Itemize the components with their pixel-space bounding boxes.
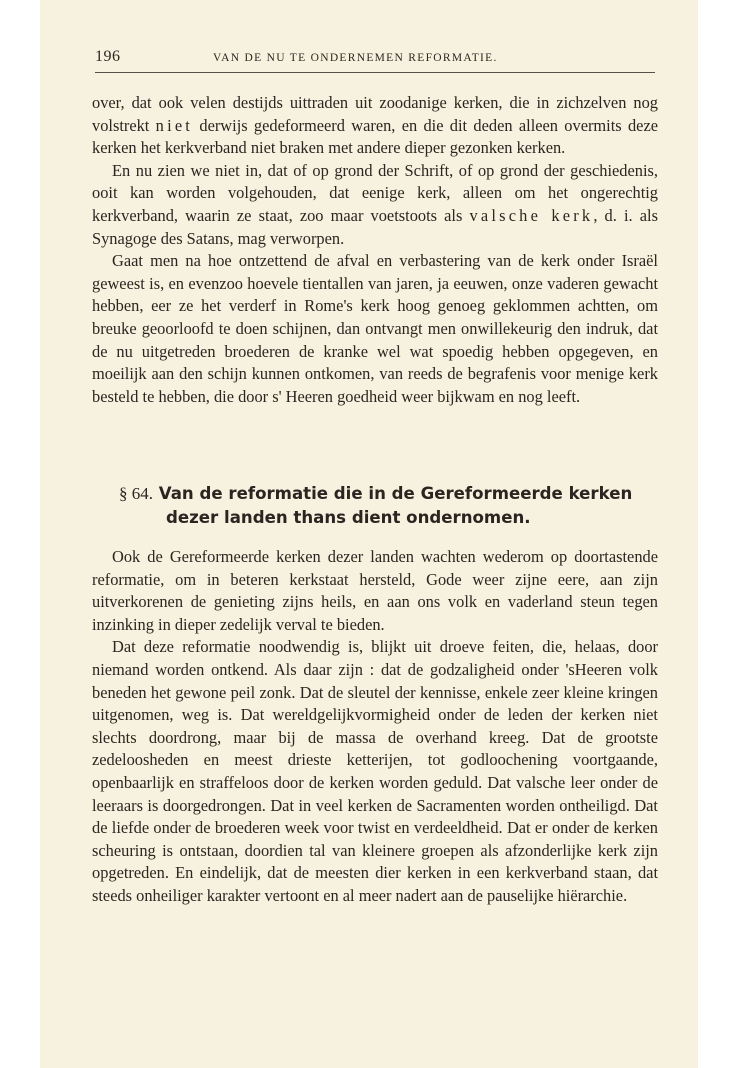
paragraph-2-text-a: En nu zien we niet in, dat of op grond der Schrift, of op grond der geschiedenis, ooit kan worden volgehouden, dat eenige kerk, alleen om het ongerechtig kerkverband, waarin ze staat, zoo maar voetstoots als (92, 160, 658, 225)
paragraph-2 (92, 160, 658, 250)
text-block-top (92, 92, 658, 408)
paragraph-2-text-b: , d. i. als Synagoge des Satans, mag verworpen. (92, 205, 658, 248)
paragraph-5: Dat deze reformatie noodwendig is, blijkt uit droeve feiten, die, helaas, door niemand worden ontkend. Als daar zijn : dat de godzaligheid onder 'sHeeren volk beneden het gewone peil zonk. Dat de sleutel der kennisse, enkele zeer kleine kringen uitgenomen, weg is. Dat wereldgelijkvormigheid onder de leden der kerken niet slechts doordrong, maar bij de massa de overhand kreeg. Dat de grootste zedeloosheden en meest drieste ketterijen, tot godloochening voortgaande, openbaarlijk en straffeloos door de kerken worden geduld. Dat valsche leer onder de leeraars is doorgedrongen. Dat in veel kerken de Sacramenten worden ontheiligd. Dat de liefde onder de broederen week voor twist en verdeeldheid. Dat er onder de kerken scheuring is ontstaan, doordien tal van kleinere groepen als afzonderlijke kerk zijn opgetreden. En eindelijk, dat de meesten dier kerken in een kerkverband staan, dat steeds onheiliger karakter vertoont en al meer nadert aan de pauselijke hiërarchie. (92, 637, 658, 905)
page-header (95, 44, 655, 72)
paragraph-1-emphasis: niet (155, 115, 194, 135)
section-title-line-2: dezer landen thans dient ondernomen. (166, 508, 531, 527)
paragraph-1-text-b: derwijs gedeformeerd waren, en die dit deden alleen overmits deze kerken het kerkverband niet braken met andere dieper gezonken kerken. (92, 115, 658, 158)
section-sign: § 64. (119, 484, 153, 503)
text-block-bottom (92, 546, 658, 908)
paragraph-3: Gaat men na hoe ontzettend de afval en verbastering van de kerk onder Israël geweest is, en evenzoo hoevele tientallen van jaren, ja eeuwen, onze vaderen gewacht hebben, eer ze het verderf in Rome's kerk hoog genoeg geklommen achtten, om breuke geoorloofd te doen schijnen, dan ontvangt men onwillekeurig den indruk, dat de nu uitgetreden broederen de kranke wel wat spoedig hebben opgegeven, en moeilijk aan den schijn kunnen ontkomen, van reeds de begrafenis voor menige kerk besteld te hebben, die door s' Heeren goedheid weer bijkwam en nog leeft. (92, 251, 658, 406)
paragraph-2-emphasis: valsche kerk (469, 205, 594, 225)
paragraph-4: Ook de Gereformeerde kerken dezer landen wachten wederom op doortastende reformatie, om in beteren kerkstaat hersteld, Gode weer zijne eere, aan zijn uitverkorenen de genieting zijns heils, en aan ons volk en vaderland steun tegen inzinking in dieper zedelijk verval te bieden. (92, 547, 658, 634)
section-heading (119, 482, 659, 530)
header-rule (95, 72, 655, 73)
paragraph-1-text-a: over, dat ook velen destijds uittraden uit zoodanige kerken, die in zichzelven nog volstrekt (92, 93, 658, 135)
running-head: VAN DE NU TE ONDERNEMEN REFORMATIE. (213, 52, 498, 64)
page-number: 196 (95, 48, 121, 65)
section-title-line-1: Van de reformatie die in de Gereformeerde kerken (158, 484, 633, 503)
paragraph-1 (92, 92, 658, 160)
